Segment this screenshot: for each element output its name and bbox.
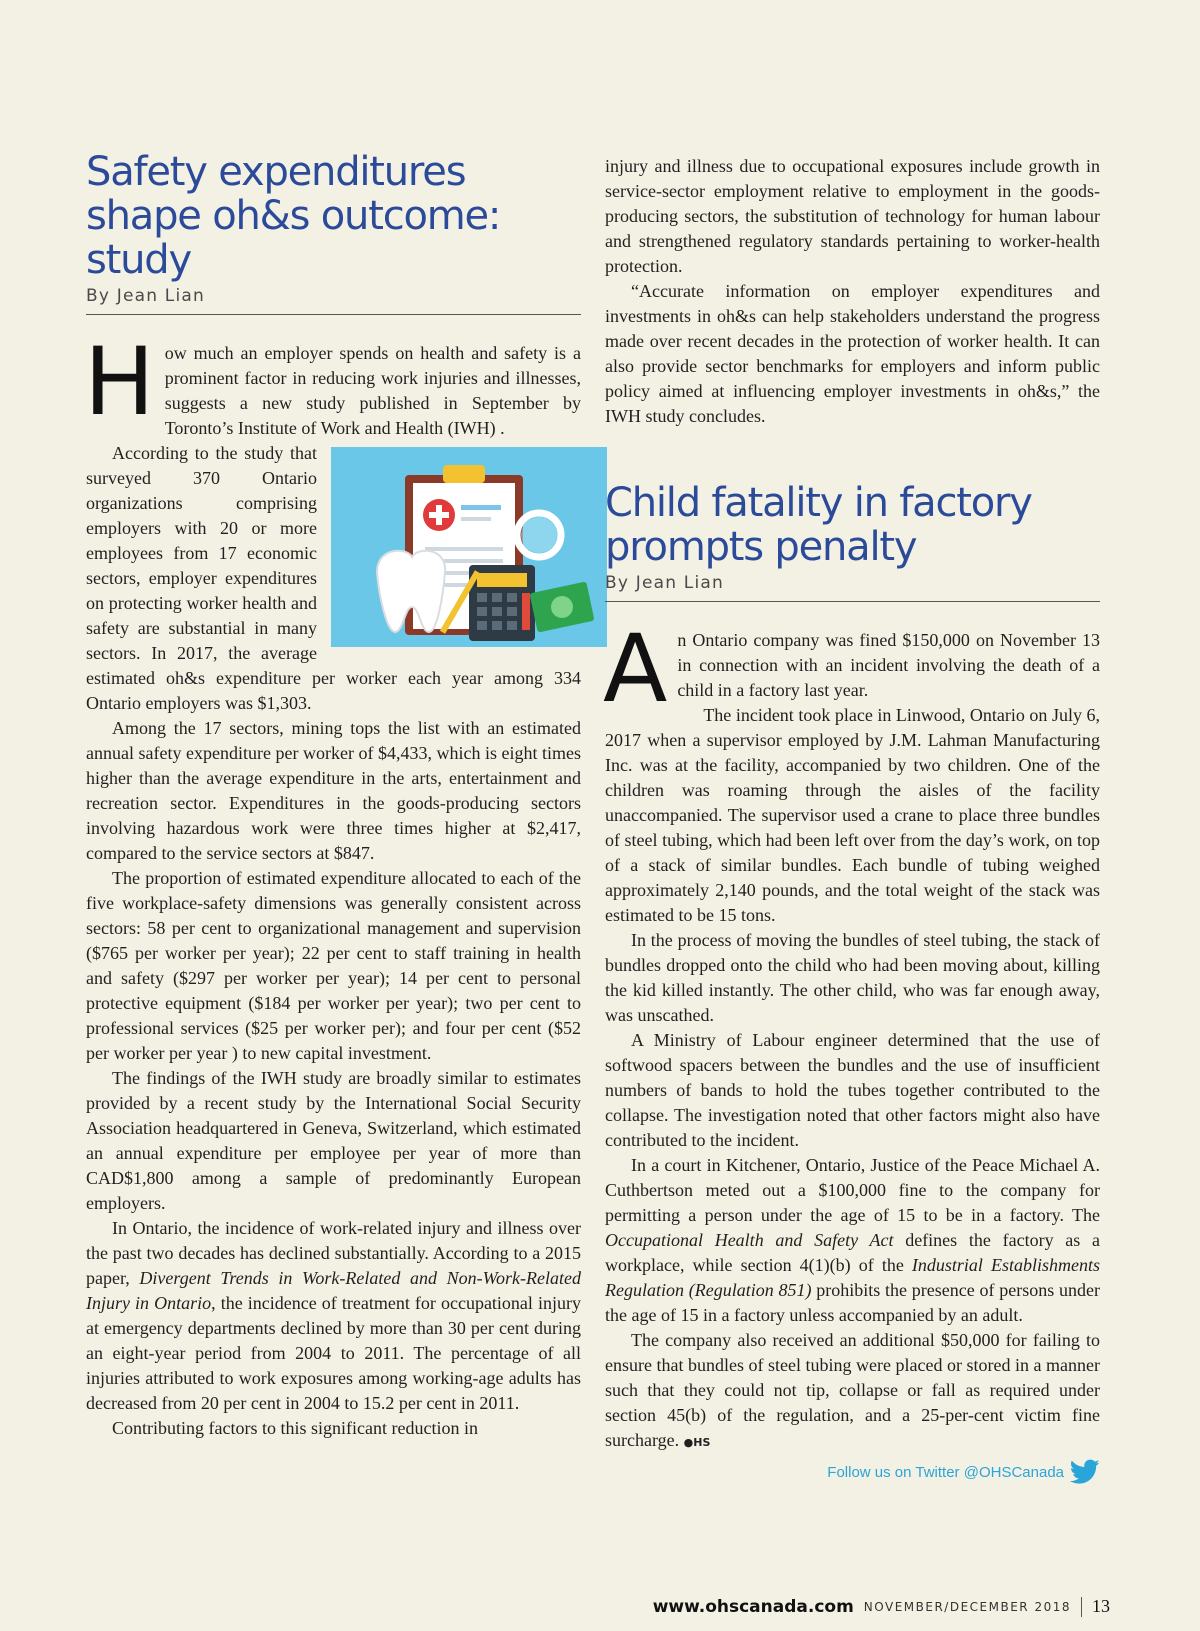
drop-cap: A (603, 615, 668, 724)
end-mark: ●HS (683, 1436, 711, 1449)
paragraph: The proportion of estimated expenditure allocated to each of the five workplace-safety dimensions was generally consistent across sectors: 58 per cent to organizational management and supervision ($765 per worker per year); 22 per cent to staff training in health and safety ($297 per worker per year); 14 per cent to personal protective equipment ($184 per worker per year); two per cent to professional services ($25 per worker per); and four per cent ($52 per worker per year ) to new capital investment. (86, 868, 581, 1063)
article-headline: Safety expenditures shape oh&s outcome: study (86, 149, 501, 283)
paragraph: In the process of moving the bundles of steel tubing, the stack of bundles dropped onto the child who had been moving about, killing the kid killed instantly. The other child, who was far enough away, was unscathed. (605, 930, 1100, 1025)
health-expenses-illustration (331, 447, 581, 647)
article-body (84, 328, 581, 1441)
paragraph: The incident took place in Linwood, Ontario on July 6, 2017 when a supervisor employed by J.M. Lahman Manufacturing Inc. was at the facility, accompanied by two children. One of the children was roaming through the aisles of the facility unaccompanied. The supervisor used a crane to place three bundles of steel tubing, which had been left over from the day’s work, on top of a stack of similar bundles. Each bundle of tubing weighed approximately 2,140 pounds, and the total weight of the stack was estimated to be 15 tons. (605, 705, 1100, 925)
paragraph: In a court in Kitchener, Ontario, Justice of the Peace Michael A. Cuthbertson meted out a $100,000 fine to the company for permitting a person under the age of 15 to be in a factory. The Occupational Health and Safety Act defines the factory as a workplace, while section 4(1)(b) of the Industrial Establishments Regulation (Regulation 851) prohibits the presence of persons under the age of 15 in a factory unless accompanied by an adult. (605, 1155, 1101, 1325)
website-url[interactable]: www.ohscanada.com (652, 1596, 854, 1617)
paragraph: The company also received an additional $50,000 for failing to ensure that bundles of steel tubing were placed or stored in a manner such that they could not tip, collapse or fall as required under section 45(b) of the regulation, and a 25-per-cent victim fine surcharge. ●HS (605, 1330, 1100, 1450)
second-article (605, 481, 1100, 1485)
divider (1081, 1597, 1082, 1617)
article-byline: By Jean Lian (605, 573, 1100, 602)
regulation-title: Industrial Establishments Regulation (Regulation 851) (605, 1255, 1100, 1300)
paragraph: Among the 17 sectors, mining tops the list with an estimated annual safety expenditure per worker of $4,433, which is eight times higher than the average expenditure in the arts, entertainment and recreation sector. Expenditures in the goods-producing sectors involving hazardous work were three times higher at $2,417, compared to the service sectors at $847. (86, 718, 581, 863)
page-number: 13 (1092, 1596, 1110, 1616)
act-title: Occupational Health and Safety Act (605, 1230, 894, 1250)
paragraph: injury and illness due to occupational exposures include growth in service-sector employment relative to employment in the goods-producing sectors, the substitution of technology for human labour and strengthened regulatory standards pertaining to worker-health protection. (605, 156, 1100, 276)
paragraph: ow much an employer spends on health and safety is a prominent factor in reducing work injuries and illnesses, suggests a new study published in September by Toronto’s Institute of Work and Health (IWH) . (164, 343, 581, 438)
clipboard-tooth-calculator-icon (357, 447, 607, 647)
paragraph: Contributing factors to this significant reduction in (112, 1418, 478, 1438)
article-continued (605, 154, 1100, 429)
page-footer (653, 1596, 1110, 1617)
paragraph-text: According to the study that surveyed 370 Ontario organizations comprising employers with 20 or more employees from 17 economic sectors, employer expenditures on protecting worker health and safety are substantial in many sectors. In 2017, the average estimated oh&s expenditure per worker each year among 334 Ontario employers was $1,303. (86, 443, 581, 713)
right-column (605, 150, 1100, 1485)
drop-cap: H (84, 328, 155, 437)
paragraph: n Ontario company was fined $150,000 on November 13 in connection with an incident involving the death of a child in a factory last year. (677, 630, 1100, 700)
paragraph (86, 441, 581, 716)
twitter-follow-link[interactable] (605, 1459, 1100, 1485)
paragraph: A Ministry of Labour engineer determined that the use of softwood spacers between the bundles and the use of insufficient numbers of bands to hold the tubes together contributed to the collapse. The investigation noted that other factors might also have contributed to the incident. (605, 1030, 1100, 1150)
left-column (86, 150, 581, 1441)
paragraph: In Ontario, the incidence of work-related injury and illness over the past two decades has declined substantially. According to a 2015 paper, Divergent Trends in Work-Related and Non-Work-Related Injury in Ontario, the incidence of treatment for occupational injury at emergency departments declined by more than 30 per cent during an eight-year period from 2004 to 2011. The percentage of all injuries attributed to work exposures among working-age adults has decreased from 20 per cent in 2004 to 15.2 per cent in 2011. (86, 1218, 581, 1413)
paragraph: “Accurate information on employer expenditures and investments in oh&s can help stakeholders understand the progress made over recent decades in the protection of worker health. It can also provide sector benchmarks for employers and inform public policy aimed at influencing employer investments in oh&s,” the IWH study concludes. (605, 281, 1100, 426)
paragraph: The findings of the IWH study are broadly similar to estimates provided by a recent study by the International Social Security Association headquartered in Geneva, Switzerland, which estimated an annual expenditure per employee per year of more than CAD$1,800 among a sample of predominantly European employers. (86, 1068, 581, 1213)
twitter-bird-icon[interactable] (1070, 1459, 1100, 1485)
issue-date: NOVEMBER/DECEMBER 2018 (863, 1599, 1071, 1614)
twitter-follow-text[interactable]: Follow us on Twitter @OHSCanada (827, 1463, 1064, 1481)
paper-title: Divergent Trends in Work-Related and Non-Work-Related Injury in Ontario (86, 1268, 581, 1313)
article-headline: Child fatality in factory prompts penalty (605, 480, 1032, 570)
article-byline: By Jean Lian (86, 286, 581, 315)
article-body (603, 615, 1101, 1455)
